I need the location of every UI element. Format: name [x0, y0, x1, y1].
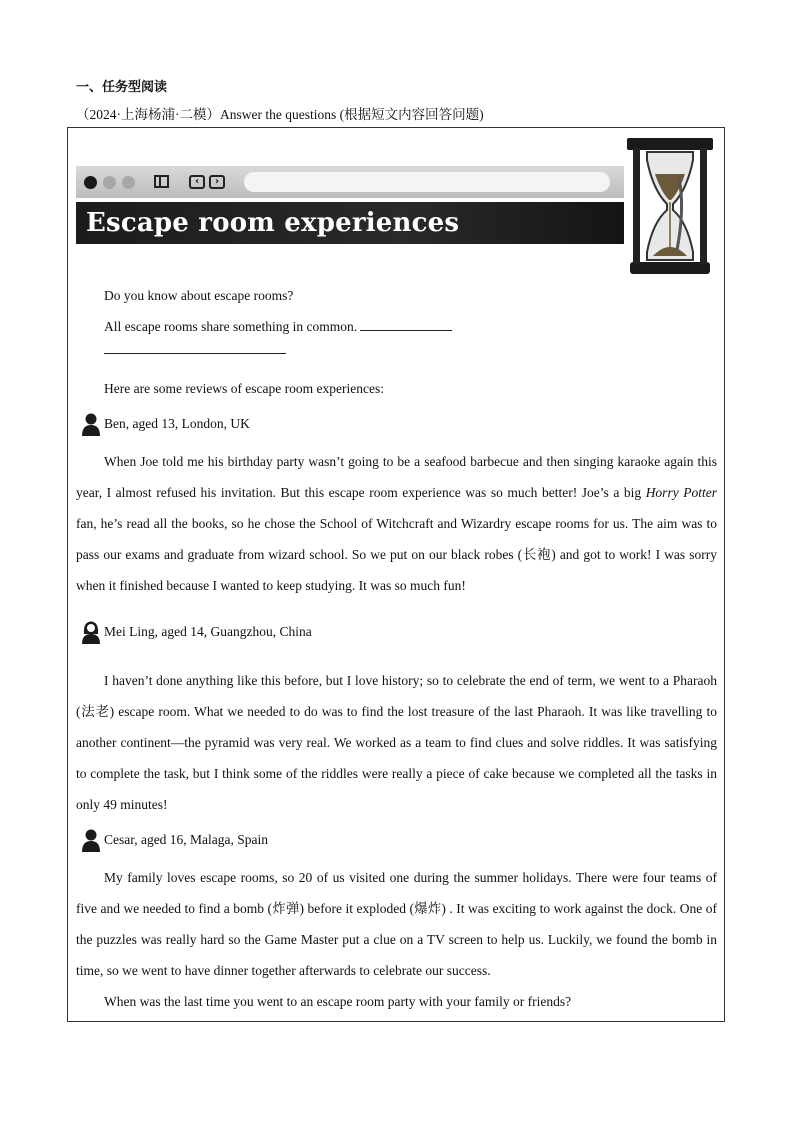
intro-common-line [76, 311, 452, 342]
reviewer-name: Mei Ling, aged 14, Guangzhou, China [104, 624, 312, 639]
review-text: I haven’t done anything like this before, but I love history; so to celebrate the end of term, we went to a Pharaoh (法老) escape room. What we needed to do was to find the lost treasure of the last Pharaoh. It was like travelling to another continent—the pyramid was very real. We worked as a team to find clues and solve riddles. It was satisfying to complete the task, but I think some of the riddles were really a piece of cake because we completed all the tasks in only 49 minutes! [76, 673, 717, 812]
boy-avatar-icon [80, 828, 102, 852]
back-arrow-icon: ‹ [189, 175, 205, 189]
address-bar [244, 172, 610, 192]
girl-avatar-icon [80, 620, 102, 644]
browser-toolbar [76, 166, 624, 198]
source-line: （2024·上海杨浦·二模）Answer the questions (根据短文内容回答问题) [76, 107, 484, 122]
review-text-part: fan, he’s read all the books, so he chose the School of Witchcraft and Wizardry escape rooms for us. The aim was to pass our exams and graduate from wizard school. So we put on our black robes (长袍) and got to work! I was sorry when it finished because I wanted to keep studying. It was so much fun! [76, 516, 717, 593]
banner-title: Escape room experiences [86, 208, 460, 238]
window-dot-icon [84, 176, 97, 189]
reviewer-cesar [80, 828, 268, 852]
review-text [76, 446, 717, 601]
boy-avatar-icon [80, 412, 102, 436]
answer-blank [104, 353, 286, 354]
answer-blank [360, 318, 452, 331]
hourglass-icon [627, 138, 713, 274]
book-title: Horry Potter [645, 485, 717, 500]
review-text-part: When Joe told me his birthday party wasn’t going to be a seafood barbecue and then singing karaoke again this year, I almost refused his invitation. But this escape room experience was so much better! Joe’s a big [76, 454, 717, 500]
closing-question: When was the last time you went to an escape room party with your family or friends? [104, 994, 572, 1009]
reviewer-mei-ling [80, 620, 312, 644]
intro-common-text: All escape rooms share something in common. [104, 319, 358, 334]
review-text: My family loves escape rooms, so 20 of us visited one during the summer holidays. There were four teams of five and we needed to find a bomb (炸弹) before it exploded (爆炸) . It was exciting to work against the dock. One of the puzzles was really hard so the Game Master put a clue on a TV screen to help us. Luckily, we found the bomb in time, so we went to have dinner together afterwards to celebrate our success. [76, 870, 717, 978]
reviewer-ben [80, 412, 250, 436]
title-banner [76, 202, 624, 244]
window-dot-icon [122, 176, 135, 189]
window-dot-icon [103, 176, 116, 189]
sidebar-icon [154, 175, 169, 188]
forward-arrow-icon: › [209, 175, 225, 189]
reviewer-name: Cesar, aged 16, Malaga, Spain [104, 832, 269, 847]
section-title: 一、任务型阅读 [76, 80, 168, 95]
reviews-intro: Here are some reviews of escape room experiences: [104, 381, 384, 396]
intro-question: Do you know about escape rooms? [104, 288, 294, 303]
reviewer-name: Ben, aged 13, London, UK [104, 416, 250, 431]
browser-banner [76, 166, 624, 244]
